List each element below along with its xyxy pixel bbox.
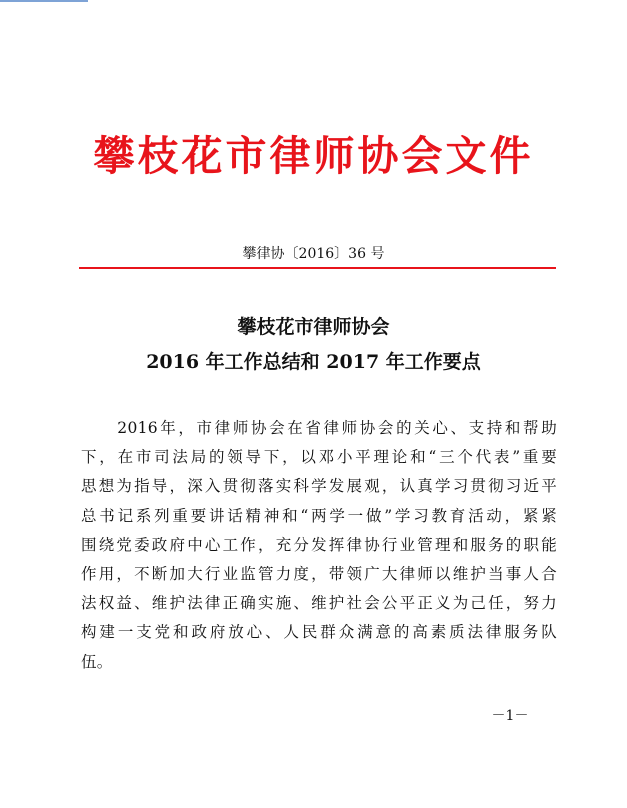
body-line: 下，在市司法局的领导下，以邓小平理论和“三个代表”重要 <box>81 448 557 467</box>
corner-mark <box>0 0 88 2</box>
body-line: 作用，不断加大行业监管力度，带领广大律师以维护当事人合 <box>81 565 557 584</box>
body-line: 思想为指导，深入贯彻落实科学发展观，认真学习贯彻习近平 <box>81 477 557 496</box>
document-title-line-2: 2016 年工作总结和 2017 年工作要点 <box>146 351 481 373</box>
header-divider <box>79 267 556 269</box>
document-title-line-1: 攀枝花市律师协会 <box>237 316 390 338</box>
page-number: －1－ <box>491 708 529 724</box>
body-line: 构建一支党和政府放心、人民群众满意的高素质法律服务队 <box>81 623 557 642</box>
document-header-title: 攀枝花市律师协会文件 <box>93 132 534 180</box>
body-line: 法权益、维护法律正确实施、维护社会公平正义为己任，努力 <box>81 594 557 613</box>
body-line: 总书记系列重要讲话精神和“两学一做”学习教育活动，紧紧 <box>81 506 557 525</box>
body-line: 2016年，市律师协会在省律师协会的关心、支持和帮助 <box>81 419 557 437</box>
body-line: 围绕党委政府中心工作，充分发挥律协行业管理和服务的职能 <box>81 535 557 554</box>
body-line: 伍。 <box>81 652 113 671</box>
body-paragraph <box>81 414 557 677</box>
document-number: 攀律协〔2016〕36 号 <box>242 246 385 262</box>
